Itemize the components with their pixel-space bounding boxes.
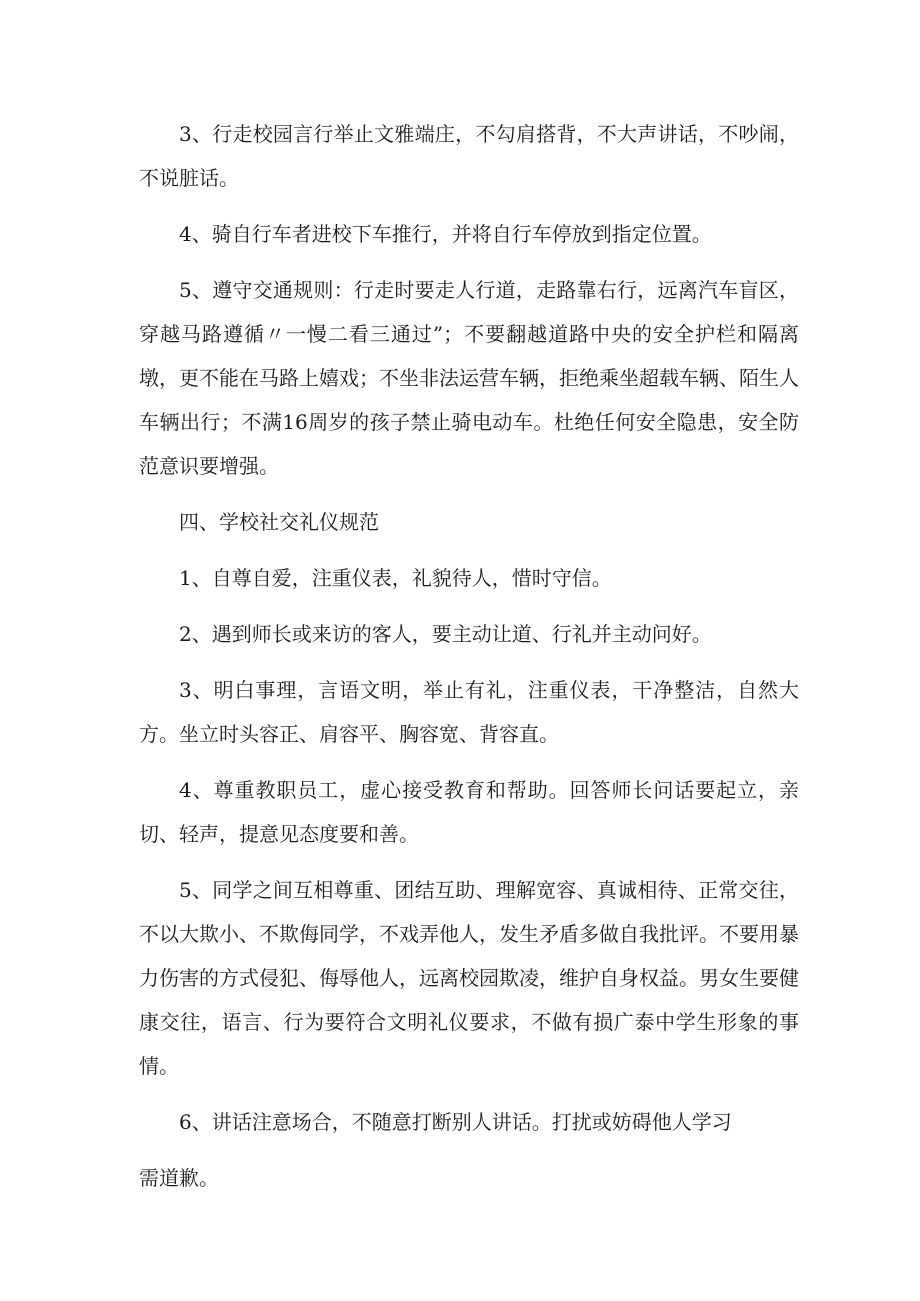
paragraph-rule-3-conduct: 3、行走校园言行举止文雅端庄，不勾肩搭背，不大声讲话，不吵闹，不说脏话。 [139,122,799,190]
paragraph-etiquette-1: 1、自尊自爱，注重仪表，礼貌待人，惜时守信。 [179,566,612,590]
paragraph-etiquette-2: 2、遇到师长或来访的客人，要主动让道、行礼并主动问好。 [179,622,712,646]
section-heading-social-etiquette: 四、学校社交礼仪规范 [179,510,379,534]
paragraph-etiquette-6-continued: 需道歉。 [139,1166,219,1190]
paragraph-etiquette-3: 3、明白事理，言语文明，举止有礼，注重仪表，干净整洁，自然大方。坐立时头容正、肩容平、胸容宽、背容直。 [139,678,799,746]
paragraph-rule-5-traffic: 5、遵守交通规则：行走时要走人行道，走路靠右行，远离汽车盲区，穿越马路遵循〃一慢二看三通过”；不要翻越道路中央的安全护栏和隔离墩，更不能在马路上嬉戏；不坐非法运营车辆，拒绝乘坐超载车辆、陌生人车辆出行；不满16周岁的孩子禁止骑电动车。杜绝任何安全隐患，安全防范意识要增强。 [139,278,799,478]
document-body [139,112,799,1212]
paragraph-etiquette-4: 4、尊重教职员工，虚心接受教育和帮助。回答师长问话要起立，亲切、轻声，提意见态度要和善。 [139,778,799,846]
paragraph-etiquette-6: 6、讲话注意场合，不随意打断别人讲话。打扰或妨碍他人学习 [179,1110,732,1134]
paragraph-rule-4-bicycle: 4、骑自行车者进校下车推行，并将自行车停放到指定位置。 [179,222,712,246]
paragraph-etiquette-5: 5、同学之间互相尊重、团结互助、理解宽容、真诚相待、正常交往，不以大欺小、不欺侮同学，不戏弄他人，发生矛盾多做自我批评。不要用暴力伤害的方式侵犯、侮辱他人，远离校园欺凌，维护自身权益。男女生要健康交往，语言、行为要符合文明礼仪要求，不做有损广泰中学生形象的事情。 [139,878,799,1078]
